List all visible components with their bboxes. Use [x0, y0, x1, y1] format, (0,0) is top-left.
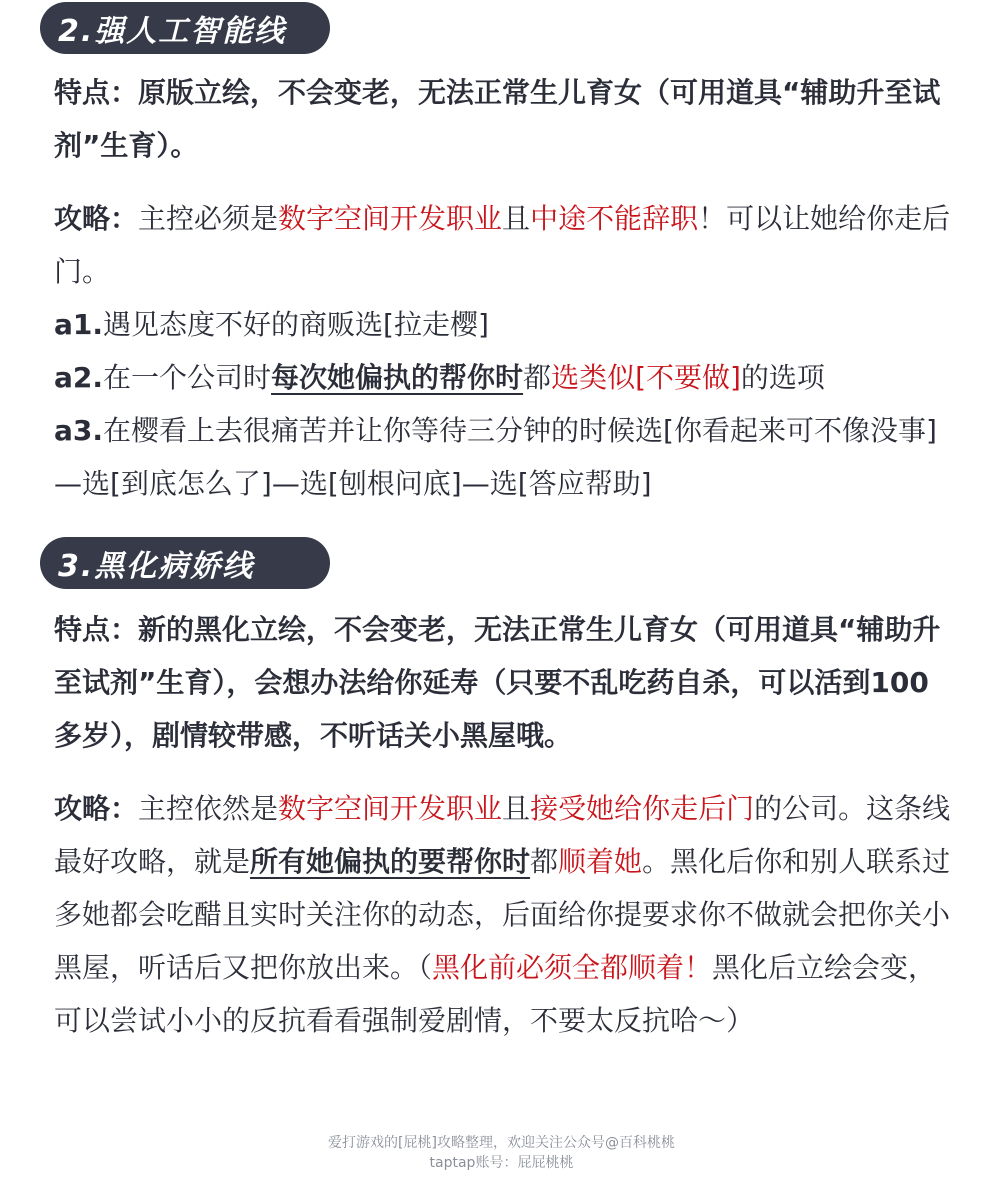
strategy-highlight: 数字空间开发职业 — [278, 792, 503, 825]
strategy-text: ！可以让她给你走后门。 — [54, 202, 951, 288]
strategy-highlight: 中途不能辞职 — [530, 202, 699, 235]
feature-text: 原版立绘，不会变老，无法正常生儿育女（可用道具“辅助升至试剂”生育）。 — [54, 76, 941, 162]
strategy-highlight: 数字空间开发职业 — [278, 202, 503, 235]
strategy-text: 主控依然是 — [138, 792, 279, 825]
strategy-text: 都 — [530, 845, 559, 878]
feature-label: 特点： — [54, 76, 139, 109]
step-text: 在樱看上去很痛苦并让你等待三分钟的时候选[你看起来可不像没事]—选[到底怎么了]—选[刨根问底]—选[答应帮助] — [54, 414, 937, 500]
section-heading-2 — [40, 2, 330, 54]
step-text: 在一个公司时 — [103, 361, 272, 394]
strategy-highlight: 顺着她 — [558, 845, 643, 878]
strategy-text: 黑化后立绘会变，可以尝试小小的反抗看看强制爱剧情，不要太反抗哈～） — [54, 951, 937, 1037]
strategy-paragraph-3 — [54, 782, 954, 1047]
strategy-highlight: 黑化前必须全都顺着！ — [432, 951, 713, 984]
section-heading-3-text: 3.黑化病娇线 — [58, 549, 255, 584]
feature-paragraph-3 — [54, 603, 954, 762]
strategy-paragraph-2 — [54, 192, 954, 298]
step-text: 都 — [523, 361, 552, 394]
strategy-text: 。黑化后你和别人联系过多她都会吃醋且实时关注你的动态，后面给你提要求你不做就会把你关小黑屋，听话后又把你放出来。（ — [54, 845, 951, 984]
feature-text: 新的黑化立绘，不会变老，无法正常生儿育女（可用道具“辅助升至试剂”生育），会想办法给你延寿（只要不乱吃药自杀，可以活到100多岁），剧情较带感，不听话关小黑屋哦。 — [54, 613, 941, 752]
step-a2 — [54, 351, 954, 404]
strategy-text: 且 — [502, 792, 531, 825]
step-prefix: a3. — [54, 414, 104, 447]
footer-line-1: 爱打游戏的[屁桃]攻略整理，欢迎关注公众号@百科桃桃 — [328, 1135, 675, 1151]
step-a1 — [54, 298, 954, 351]
strategy-label: 攻略： — [54, 202, 139, 235]
step-underlined: 每次她偏执的帮你时 — [271, 361, 524, 394]
strategy-highlight: 接受她给你走后门 — [530, 792, 755, 825]
strategy-text: 且 — [502, 202, 531, 235]
step-text: 的选项 — [740, 361, 825, 394]
step-prefix: a1. — [54, 308, 104, 341]
step-text: 遇见态度不好的商贩选[拉走樱] — [103, 308, 489, 341]
strategy-text: 的公司。这条线最好攻略，就是 — [54, 792, 951, 878]
step-prefix: a2. — [54, 361, 104, 394]
strategy-label: 攻略： — [54, 792, 139, 825]
step-a3 — [54, 404, 954, 510]
section-heading-2-text: 2.强人工智能线 — [58, 14, 287, 49]
section-heading-3 — [40, 537, 330, 589]
step-highlight: 选类似[不要做] — [551, 361, 741, 394]
feature-label: 特点： — [54, 613, 139, 646]
strategy-text: 主控必须是 — [138, 202, 279, 235]
footer-line-2: taptap账号：屁屁桃桃 — [429, 1155, 574, 1171]
feature-paragraph-2 — [54, 66, 954, 172]
strategy-underlined: 所有她偏执的要帮你时 — [250, 845, 531, 878]
